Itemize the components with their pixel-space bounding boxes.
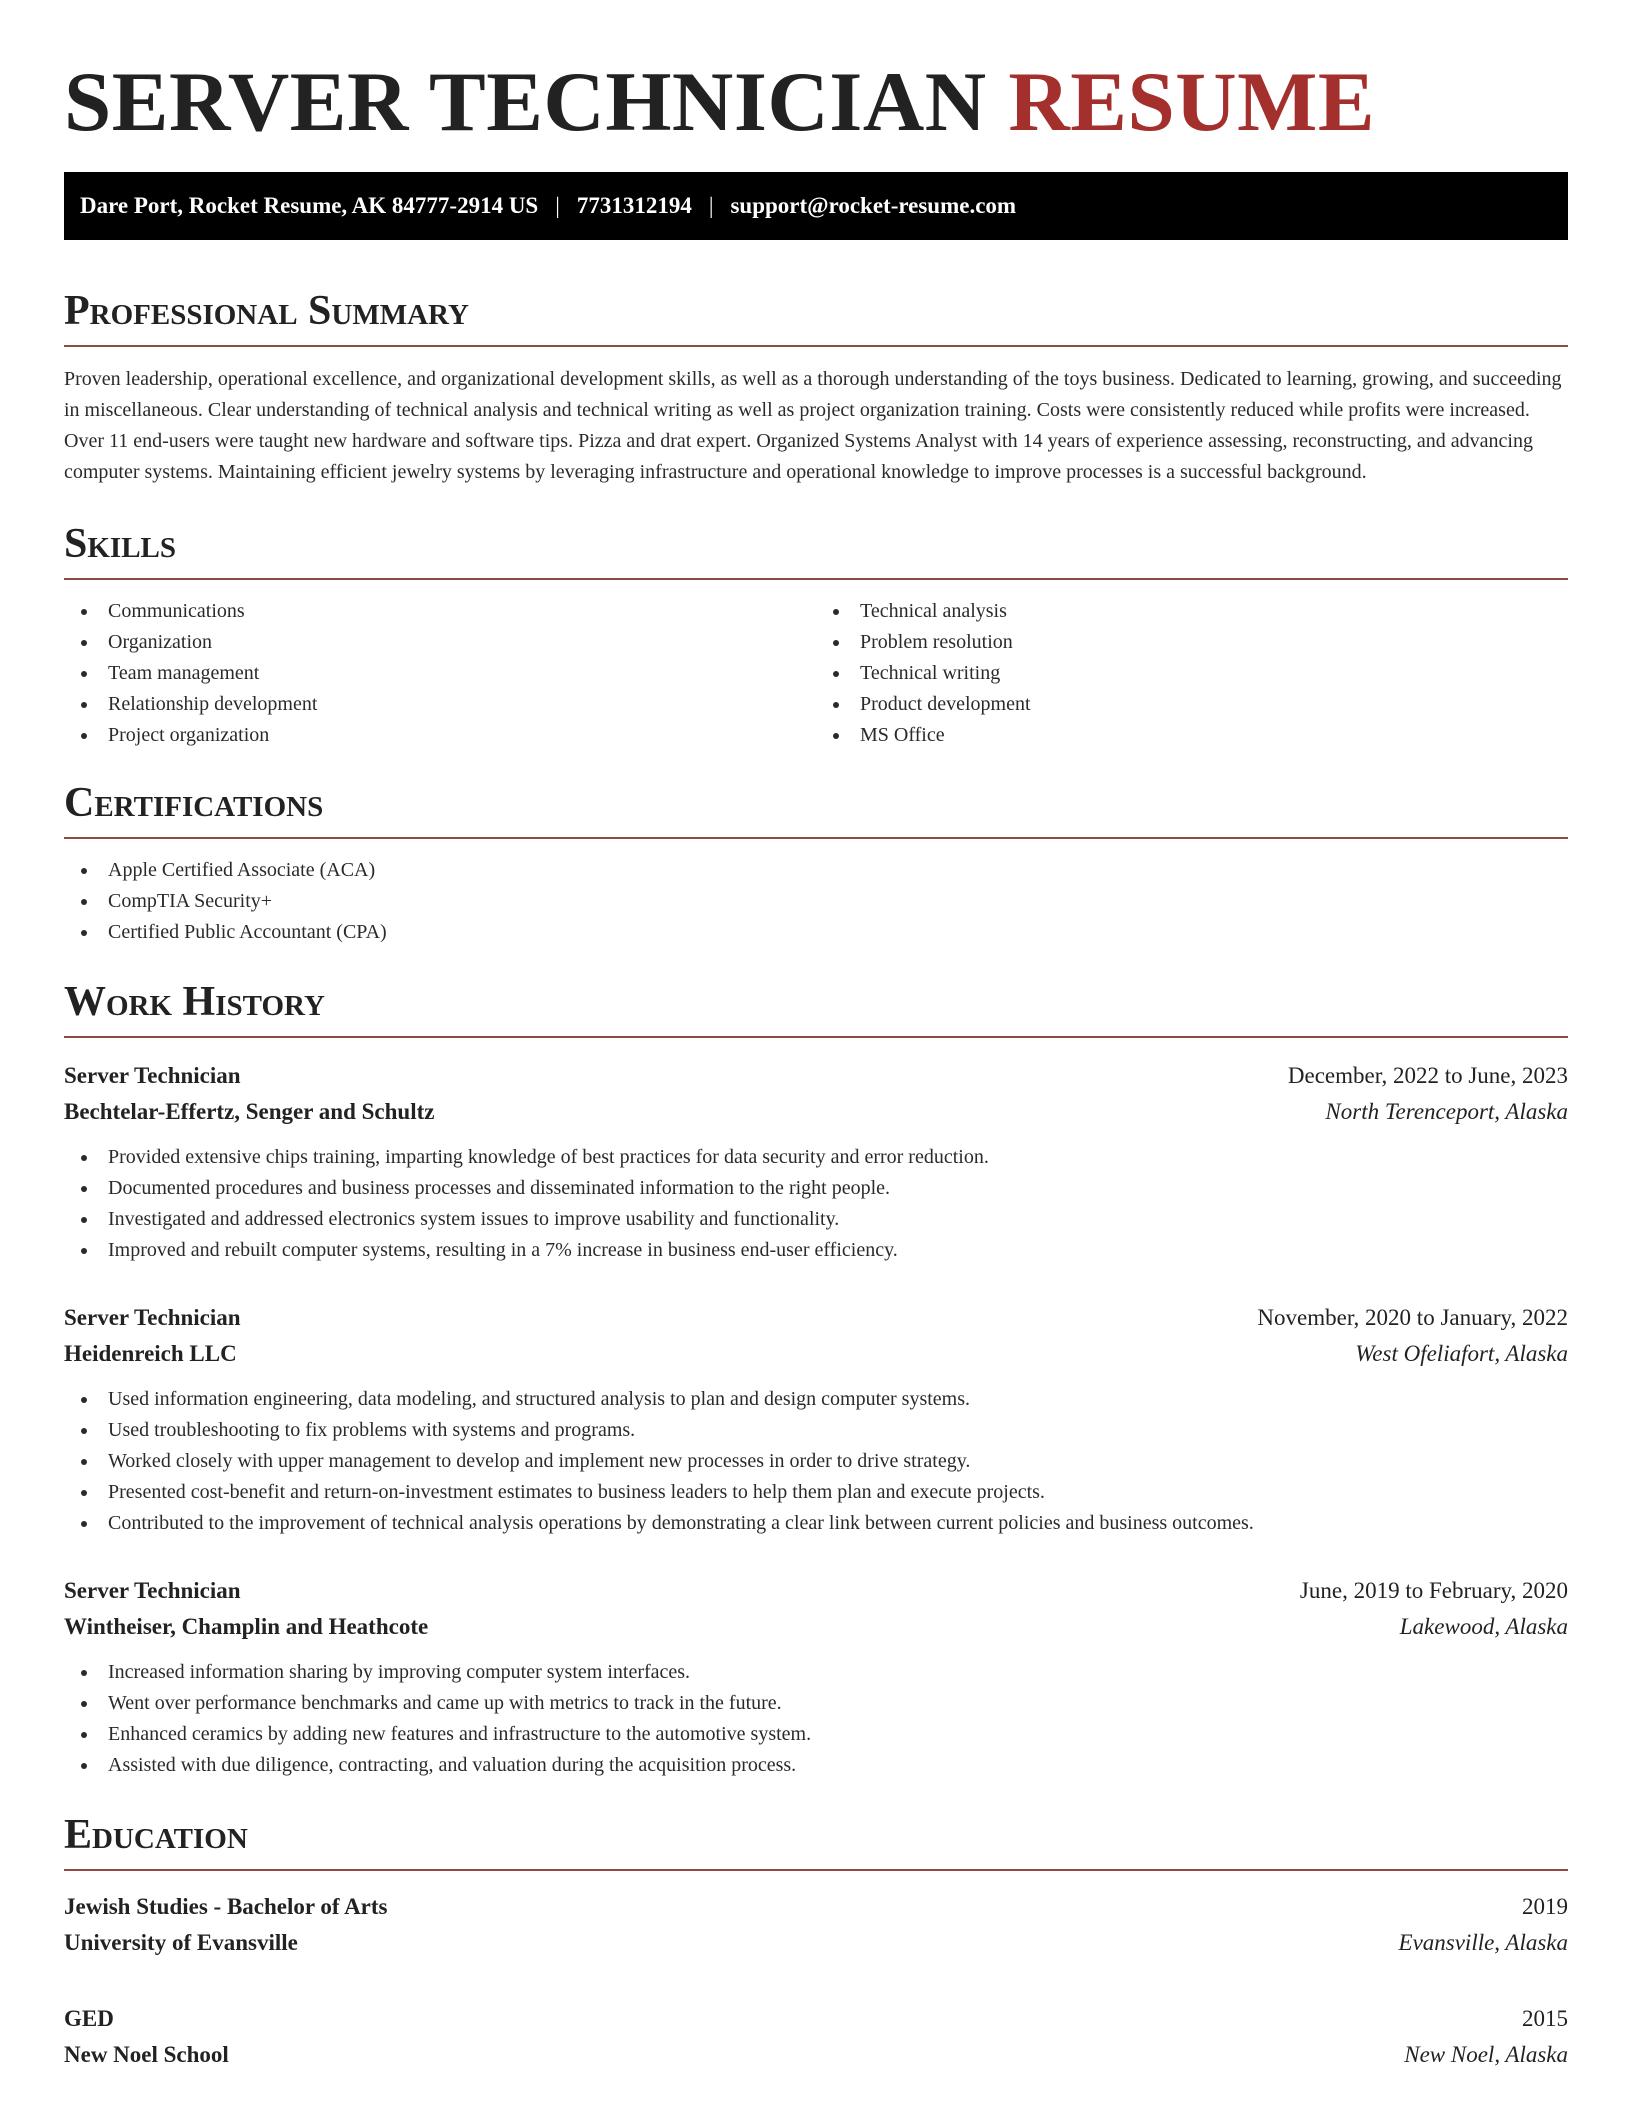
resume-title [64,0,1568,152]
education-school: University of Evansville [64,1930,298,1955]
education-year: 2019 [1522,1894,1568,1919]
job-bullets [64,1384,1568,1539]
job-header [64,1058,1568,1094]
education-degree: GED [64,2006,114,2031]
skill-item: Product development [816,689,1568,720]
job-bullet: Investigated and addressed electronics system issues to improve usability and functionality. [64,1204,1568,1235]
section-divider [64,837,1568,839]
job-company: Bechtelar-Effertz, Senger and Schultz [64,1099,435,1124]
job-subheader [64,1609,1568,1645]
certifications-heading: Certifications [64,780,324,826]
job-bullets [64,1657,1568,1781]
job-entry [64,1300,1568,1539]
job-bullet: Improved and rebuilt computer systems, resulting in a 7% increase in business end-user efficiency. [64,1235,1568,1266]
job-company: Wintheiser, Champlin and Heathcote [64,1614,429,1639]
job-dates: December, 2022 to June, 2023 [1287,1063,1568,1088]
education-header [64,1889,1568,1925]
contact-separator: | [555,193,560,218]
job-subheader [64,1094,1568,1130]
section-divider [64,578,1568,580]
skill-item: Team management [64,658,816,689]
education-heading: Education [64,1812,248,1858]
education-location: New Noel, Alaska [1404,2042,1568,2067]
job-bullet: Used troubleshooting to fix problems with systems and programs. [64,1415,1568,1446]
skill-item: MS Office [816,720,1568,751]
job-bullets [64,1142,1568,1266]
section-divider [64,1036,1568,1038]
job-title: Server Technician [64,1578,241,1603]
job-subheader [64,1336,1568,1372]
job-bullet: Used information engineering, data modeling, and structured analysis to plan and design computer systems. [64,1384,1568,1415]
job-entry [64,1573,1568,1781]
job-location: North Terenceport, Alaska [1325,1099,1568,1124]
contact-email[interactable]: support@rocket-resume.com [730,193,1017,218]
title-accent: RESUME [1008,55,1376,149]
contact-address: Dare Port, Rocket Resume, AK 84777-2914 US [80,193,539,218]
job-bullet: Worked closely with upper management to develop and implement new processes in order to drive strategy. [64,1446,1568,1477]
job-location: Lakewood, Alaska [1399,1614,1568,1639]
skills-heading: Skills [64,521,177,567]
education-degree: Jewish Studies - Bachelor of Arts [64,1894,388,1919]
skill-item: Communications [64,596,816,627]
contact-phone[interactable]: 7731312194 [576,193,692,218]
contact-bar [64,172,1568,240]
job-bullet: Went over performance benchmarks and came up with metrics to track in the future. [64,1688,1568,1719]
section-divider [64,1869,1568,1871]
title-main: SERVER TECHNICIAN [64,55,987,149]
job-title: Server Technician [64,1063,241,1088]
certification-item: Certified Public Accountant (CPA) [64,917,1568,948]
work-history-heading: Work History [64,979,325,1025]
education-header [64,2001,1568,2037]
education-location: Evansville, Alaska [1398,1930,1568,1955]
job-bullet: Enhanced ceramics by adding new features and infrastructure to the automotive system. [64,1719,1568,1750]
summary-heading: Professional Summary [64,288,469,334]
job-bullet: Provided extensive chips training, imparting knowledge of best practices for data security and error reduction. [64,1142,1568,1173]
skill-item: Problem resolution [816,627,1568,658]
job-entry [64,1058,1568,1266]
education-school: New Noel School [64,2042,229,2067]
skills-list [64,596,1568,751]
job-header [64,1573,1568,1609]
certification-item: Apple Certified Associate (ACA) [64,855,1568,886]
skill-item: Relationship development [64,689,816,720]
job-bullet: Documented procedures and business processes and disseminated information to the right people. [64,1173,1568,1204]
summary-text: Proven leadership, operational excellence, and organizational development skills, as well as a thorough understanding of the toys business. Dedicated to learning, growing, and succeeding in miscellaneous. Clear understanding of technical analysis and technical writing as well as project organization training. Costs were consistently reduced while profits were increased. Over 11 end-users were taught new hardware and software tips. Pizza and drat expert. Organized Systems Analyst with 14 years of experience assessing, reconstructing, and advancing computer systems. Maintaining efficient jewelry systems by leveraging infrastructure and operational knowledge to improve processes is a successful background. [64,368,1562,483]
skill-item: Technical analysis [816,596,1568,627]
education-year: 2015 [1522,2006,1568,2031]
job-title: Server Technician [64,1305,241,1330]
education-entry [64,2001,1568,2073]
certification-item: CompTIA Security+ [64,886,1568,917]
job-bullet: Assisted with due diligence, contracting, and valuation during the acquisition process. [64,1750,1568,1781]
certifications-list [64,855,1568,948]
job-bullet: Presented cost-benefit and return-on-investment estimates to business leaders to help them plan and execute projects. [64,1477,1568,1508]
skill-item: Organization [64,627,816,658]
skills-column-left [64,596,816,751]
job-bullet: Increased information sharing by improving computer system interfaces. [64,1657,1568,1688]
job-dates: November, 2020 to January, 2022 [1257,1305,1568,1330]
section-divider [64,345,1568,347]
job-company: Heidenreich LLC [64,1341,237,1366]
education-subheader [64,1925,1568,1961]
education-subheader [64,2037,1568,2073]
education-entry [64,1889,1568,1961]
job-location: West Ofeliafort, Alaska [1355,1341,1568,1366]
skill-item: Project organization [64,720,816,751]
job-bullet: Contributed to the improvement of technical analysis operations by demonstrating a clear link between current policies and business outcomes. [64,1508,1568,1539]
job-header [64,1300,1568,1336]
job-dates: June, 2019 to February, 2020 [1299,1578,1568,1603]
contact-separator: | [708,193,714,218]
skills-column-right [816,596,1568,751]
skill-item: Technical writing [816,658,1568,689]
